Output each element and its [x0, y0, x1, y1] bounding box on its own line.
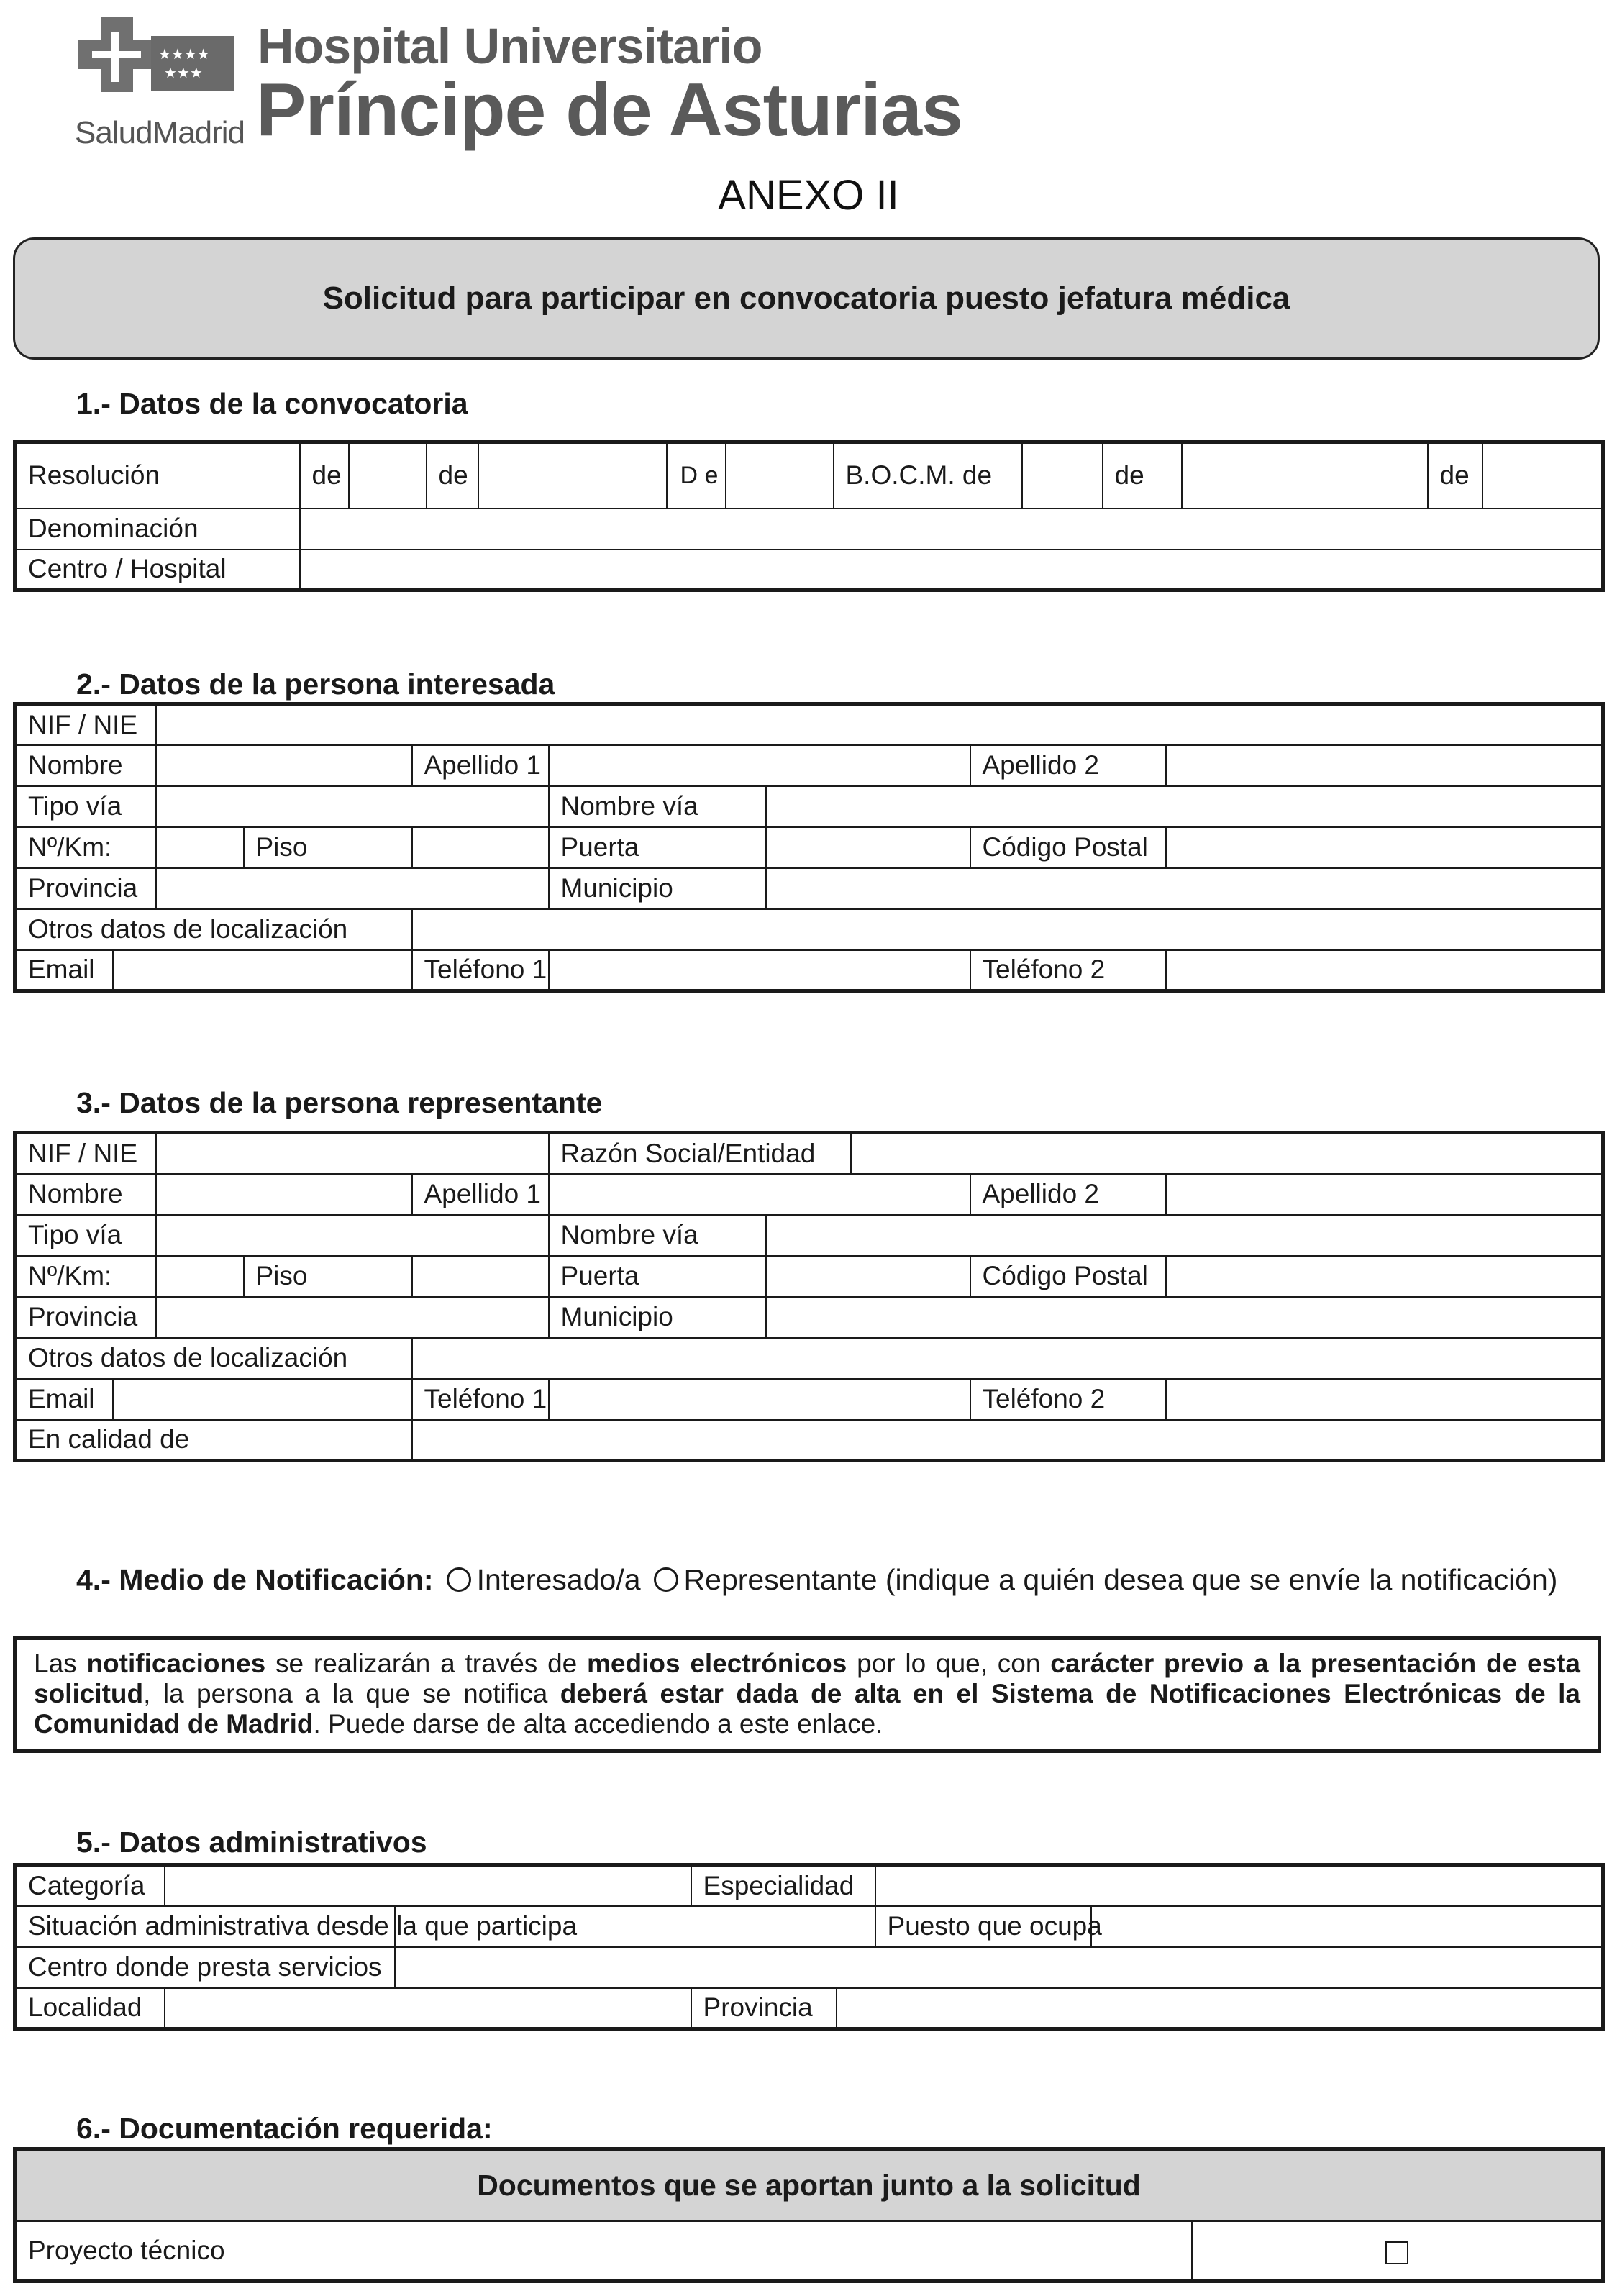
field-centro-servicios[interactable]: [395, 1947, 1603, 1988]
label-razon-social: Razón Social/Entidad: [549, 1133, 851, 1174]
hospital-name-line2: Príncipe de Asturias: [256, 68, 962, 152]
annex-title: ANEXO II: [718, 172, 899, 219]
notice-bold: medios electrónicos: [587, 1649, 847, 1678]
label-telefono2: Teléfono 2: [970, 950, 1166, 991]
label-de-vertical: D e: [667, 442, 726, 509]
svg-text:★★★: ★★★: [164, 64, 203, 81]
label-nombre: Nombre: [15, 745, 156, 786]
field-provincia[interactable]: [837, 1988, 1603, 2029]
form-title-box: [13, 237, 1600, 360]
label-de: de: [427, 442, 478, 509]
radio-representante[interactable]: [654, 1567, 678, 1592]
label-bocm: B.O.C.M. de: [834, 442, 1022, 509]
notice-text: Las: [34, 1649, 87, 1678]
field-resolucion-month[interactable]: [478, 442, 667, 509]
option-representante-label: Representante (indique a quién desea que se envíe la notificación): [683, 1563, 1558, 1596]
field-telefono1[interactable]: [549, 950, 970, 991]
radio-interesado[interactable]: [447, 1567, 471, 1592]
notice-bold: notificaciones: [86, 1649, 266, 1678]
field-apellido1[interactable]: [549, 1174, 970, 1215]
field-telefono2[interactable]: [1166, 1379, 1603, 1420]
field-centro-hospital[interactable]: [300, 550, 1603, 591]
field-bocm-year[interactable]: [1482, 442, 1603, 509]
field-categoria[interactable]: [165, 1865, 691, 1906]
field-codigo-postal[interactable]: [1166, 827, 1603, 868]
section6-heading: 6.- Documentación requerida:: [76, 2112, 493, 2145]
label-localidad: Localidad: [15, 1988, 165, 2029]
field-bocm-month[interactable]: [1182, 442, 1428, 509]
option-interesado-label: Interesado/a: [476, 1563, 641, 1596]
label-telefono1: Teléfono 1: [412, 950, 549, 991]
svg-text:★★★★: ★★★★: [158, 45, 210, 63]
label-resolucion: Resolución: [15, 442, 300, 509]
label-denominacion: Denominación: [15, 509, 300, 550]
label-otros-datos: Otros datos de localización: [15, 1338, 412, 1379]
label-tipo-via: Tipo vía: [15, 786, 156, 827]
label-provincia: Provincia: [691, 1988, 837, 2029]
field-provincia[interactable]: [156, 1297, 549, 1338]
field-apellido2[interactable]: [1166, 1174, 1603, 1215]
field-apellido2[interactable]: [1166, 745, 1603, 786]
notice-text: . Puede darse de alta accediendo a este enlace.: [313, 1709, 883, 1739]
field-nif[interactable]: [156, 1133, 549, 1174]
field-especialidad[interactable]: [875, 1865, 1603, 1906]
notice-text: por lo que, con: [847, 1649, 1051, 1678]
label-provincia: Provincia: [15, 1297, 156, 1338]
label-codigo-postal: Código Postal: [970, 1256, 1166, 1297]
field-municipio[interactable]: [766, 1297, 1603, 1338]
label-centro-hospital: Centro / Hospital: [15, 550, 300, 591]
section5-heading: 5.- Datos administrativos: [76, 1826, 427, 1859]
field-municipio[interactable]: [766, 868, 1603, 909]
field-provincia[interactable]: [156, 868, 549, 909]
field-tipo-via[interactable]: [156, 1215, 549, 1256]
label-piso: Piso: [244, 827, 412, 868]
doc-proyecto-tecnico-label: Proyecto técnico: [15, 2221, 1192, 2282]
label-apellido2: Apellido 2: [970, 1174, 1166, 1215]
label-nombre: Nombre: [15, 1174, 156, 1215]
field-nombre[interactable]: [156, 745, 412, 786]
field-bocm-day[interactable]: [1022, 442, 1103, 509]
label-email: Email: [15, 1379, 113, 1420]
label-de: de: [1103, 442, 1182, 509]
field-resolucion-year[interactable]: [726, 442, 834, 509]
field-apellido1[interactable]: [549, 745, 970, 786]
label-categoria: Categoría: [15, 1865, 165, 1906]
label-puesto-ocupa: Puesto que ocupa: [875, 1906, 1091, 1947]
form-title: Solicitud para participar en convocatoria puesto jefatura médica: [322, 281, 1290, 316]
section2-table: [13, 702, 1605, 993]
label-situacion-administrativa: Situación administrativa desde la que participa: [15, 1906, 395, 1947]
label-especialidad: Especialidad: [691, 1865, 875, 1906]
doc-proyecto-tecnico-cell: [1192, 2221, 1603, 2282]
label-de: de: [1428, 442, 1482, 509]
section3-heading: 3.- Datos de la persona representante: [76, 1086, 603, 1119]
label-provincia: Provincia: [15, 868, 156, 909]
field-telefono1[interactable]: [549, 1379, 970, 1420]
field-resolucion-day[interactable]: [349, 442, 427, 509]
field-puerta[interactable]: [766, 827, 970, 868]
label-nombre-via: Nombre vía: [549, 786, 766, 827]
section2-heading: 2.- Datos de la persona interesada: [76, 668, 555, 701]
label-apellido2: Apellido 2: [970, 745, 1166, 786]
field-num-km[interactable]: [156, 827, 244, 868]
field-nombre-via[interactable]: [766, 1215, 1603, 1256]
doc-proyecto-tecnico-checkbox[interactable]: [1385, 2241, 1408, 2264]
notice-text: se realizarán a través de: [265, 1649, 588, 1678]
label-nif: NIF / NIE: [15, 704, 156, 745]
field-email[interactable]: [113, 1379, 412, 1420]
hospital-name-line1: Hospital Universitario: [258, 18, 762, 74]
label-nif: NIF / NIE: [15, 1133, 156, 1174]
section1-heading: 1.- Datos de la convocatoria: [76, 387, 468, 420]
label-codigo-postal: Código Postal: [970, 827, 1166, 868]
label-telefono1: Teléfono 1: [412, 1379, 549, 1420]
field-razon-social[interactable]: [851, 1133, 1603, 1174]
field-nif[interactable]: [156, 704, 1603, 745]
label-municipio: Municipio: [549, 868, 766, 909]
notice-bold: deberá estar dada de alta en el Sistema de Notificaciones Electrónicas de la Comunidad de Madrid: [34, 1679, 1581, 1739]
label-otros-datos: Otros datos de localización: [15, 909, 412, 950]
field-piso[interactable]: [412, 1256, 549, 1297]
section1-table: [13, 440, 1605, 592]
field-puerta[interactable]: [766, 1256, 970, 1297]
field-tipo-via[interactable]: [156, 786, 549, 827]
hospital-logo: [72, 17, 1007, 154]
notice-text: , la persona a la que se notifica: [143, 1679, 560, 1708]
salud-madrid-logo-icon: [72, 17, 237, 104]
field-nombre[interactable]: [156, 1174, 412, 1215]
label-nombre-via: Nombre vía: [549, 1215, 766, 1256]
label-municipio: Municipio: [549, 1297, 766, 1338]
section3-table: [13, 1131, 1605, 1462]
section5-table: [13, 1863, 1605, 2031]
field-email[interactable]: [113, 950, 412, 991]
label-email: Email: [15, 950, 113, 991]
notification-medium: [76, 1562, 1558, 1597]
label-centro-servicios: Centro donde presta servicios: [15, 1947, 395, 1988]
documents-table-header: Documentos que se aportan junto a la solicitud: [15, 2149, 1603, 2221]
label-puerta: Puerta: [549, 827, 766, 868]
field-localidad[interactable]: [165, 1988, 691, 2029]
label-num-km: Nº/Km:: [15, 827, 156, 868]
field-codigo-postal[interactable]: [1166, 1256, 1603, 1297]
label-de: de: [300, 442, 349, 509]
label-apellido1: Apellido 1: [412, 745, 549, 786]
notification-notice-box: [13, 1636, 1601, 1753]
notice-bold: carácter previo a la presentación de esta solicitud: [34, 1649, 1581, 1708]
label-apellido1: Apellido 1: [412, 1174, 549, 1215]
label-num-km: Nº/Km:: [15, 1256, 156, 1297]
field-telefono2[interactable]: [1166, 950, 1603, 991]
field-puesto-ocupa[interactable]: [1091, 1906, 1603, 1947]
section4-heading: 4.- Medio de Notificación:: [76, 1563, 434, 1596]
field-piso[interactable]: [412, 827, 549, 868]
brand-small: SaludMadrid: [75, 115, 245, 150]
field-nombre-via[interactable]: [766, 786, 1603, 827]
field-otros-datos[interactable]: [412, 909, 1603, 950]
label-piso: Piso: [244, 1256, 412, 1297]
field-en-calidad[interactable]: [412, 1420, 1603, 1461]
field-denominacion[interactable]: [300, 509, 1603, 550]
label-en-calidad: En calidad de: [15, 1420, 412, 1461]
documents-table: [13, 2147, 1605, 2283]
label-puerta: Puerta: [549, 1256, 766, 1297]
label-telefono2: Teléfono 2: [970, 1379, 1166, 1420]
label-tipo-via: Tipo vía: [15, 1215, 156, 1256]
field-num-km[interactable]: [156, 1256, 244, 1297]
field-otros-datos[interactable]: [412, 1338, 1603, 1379]
